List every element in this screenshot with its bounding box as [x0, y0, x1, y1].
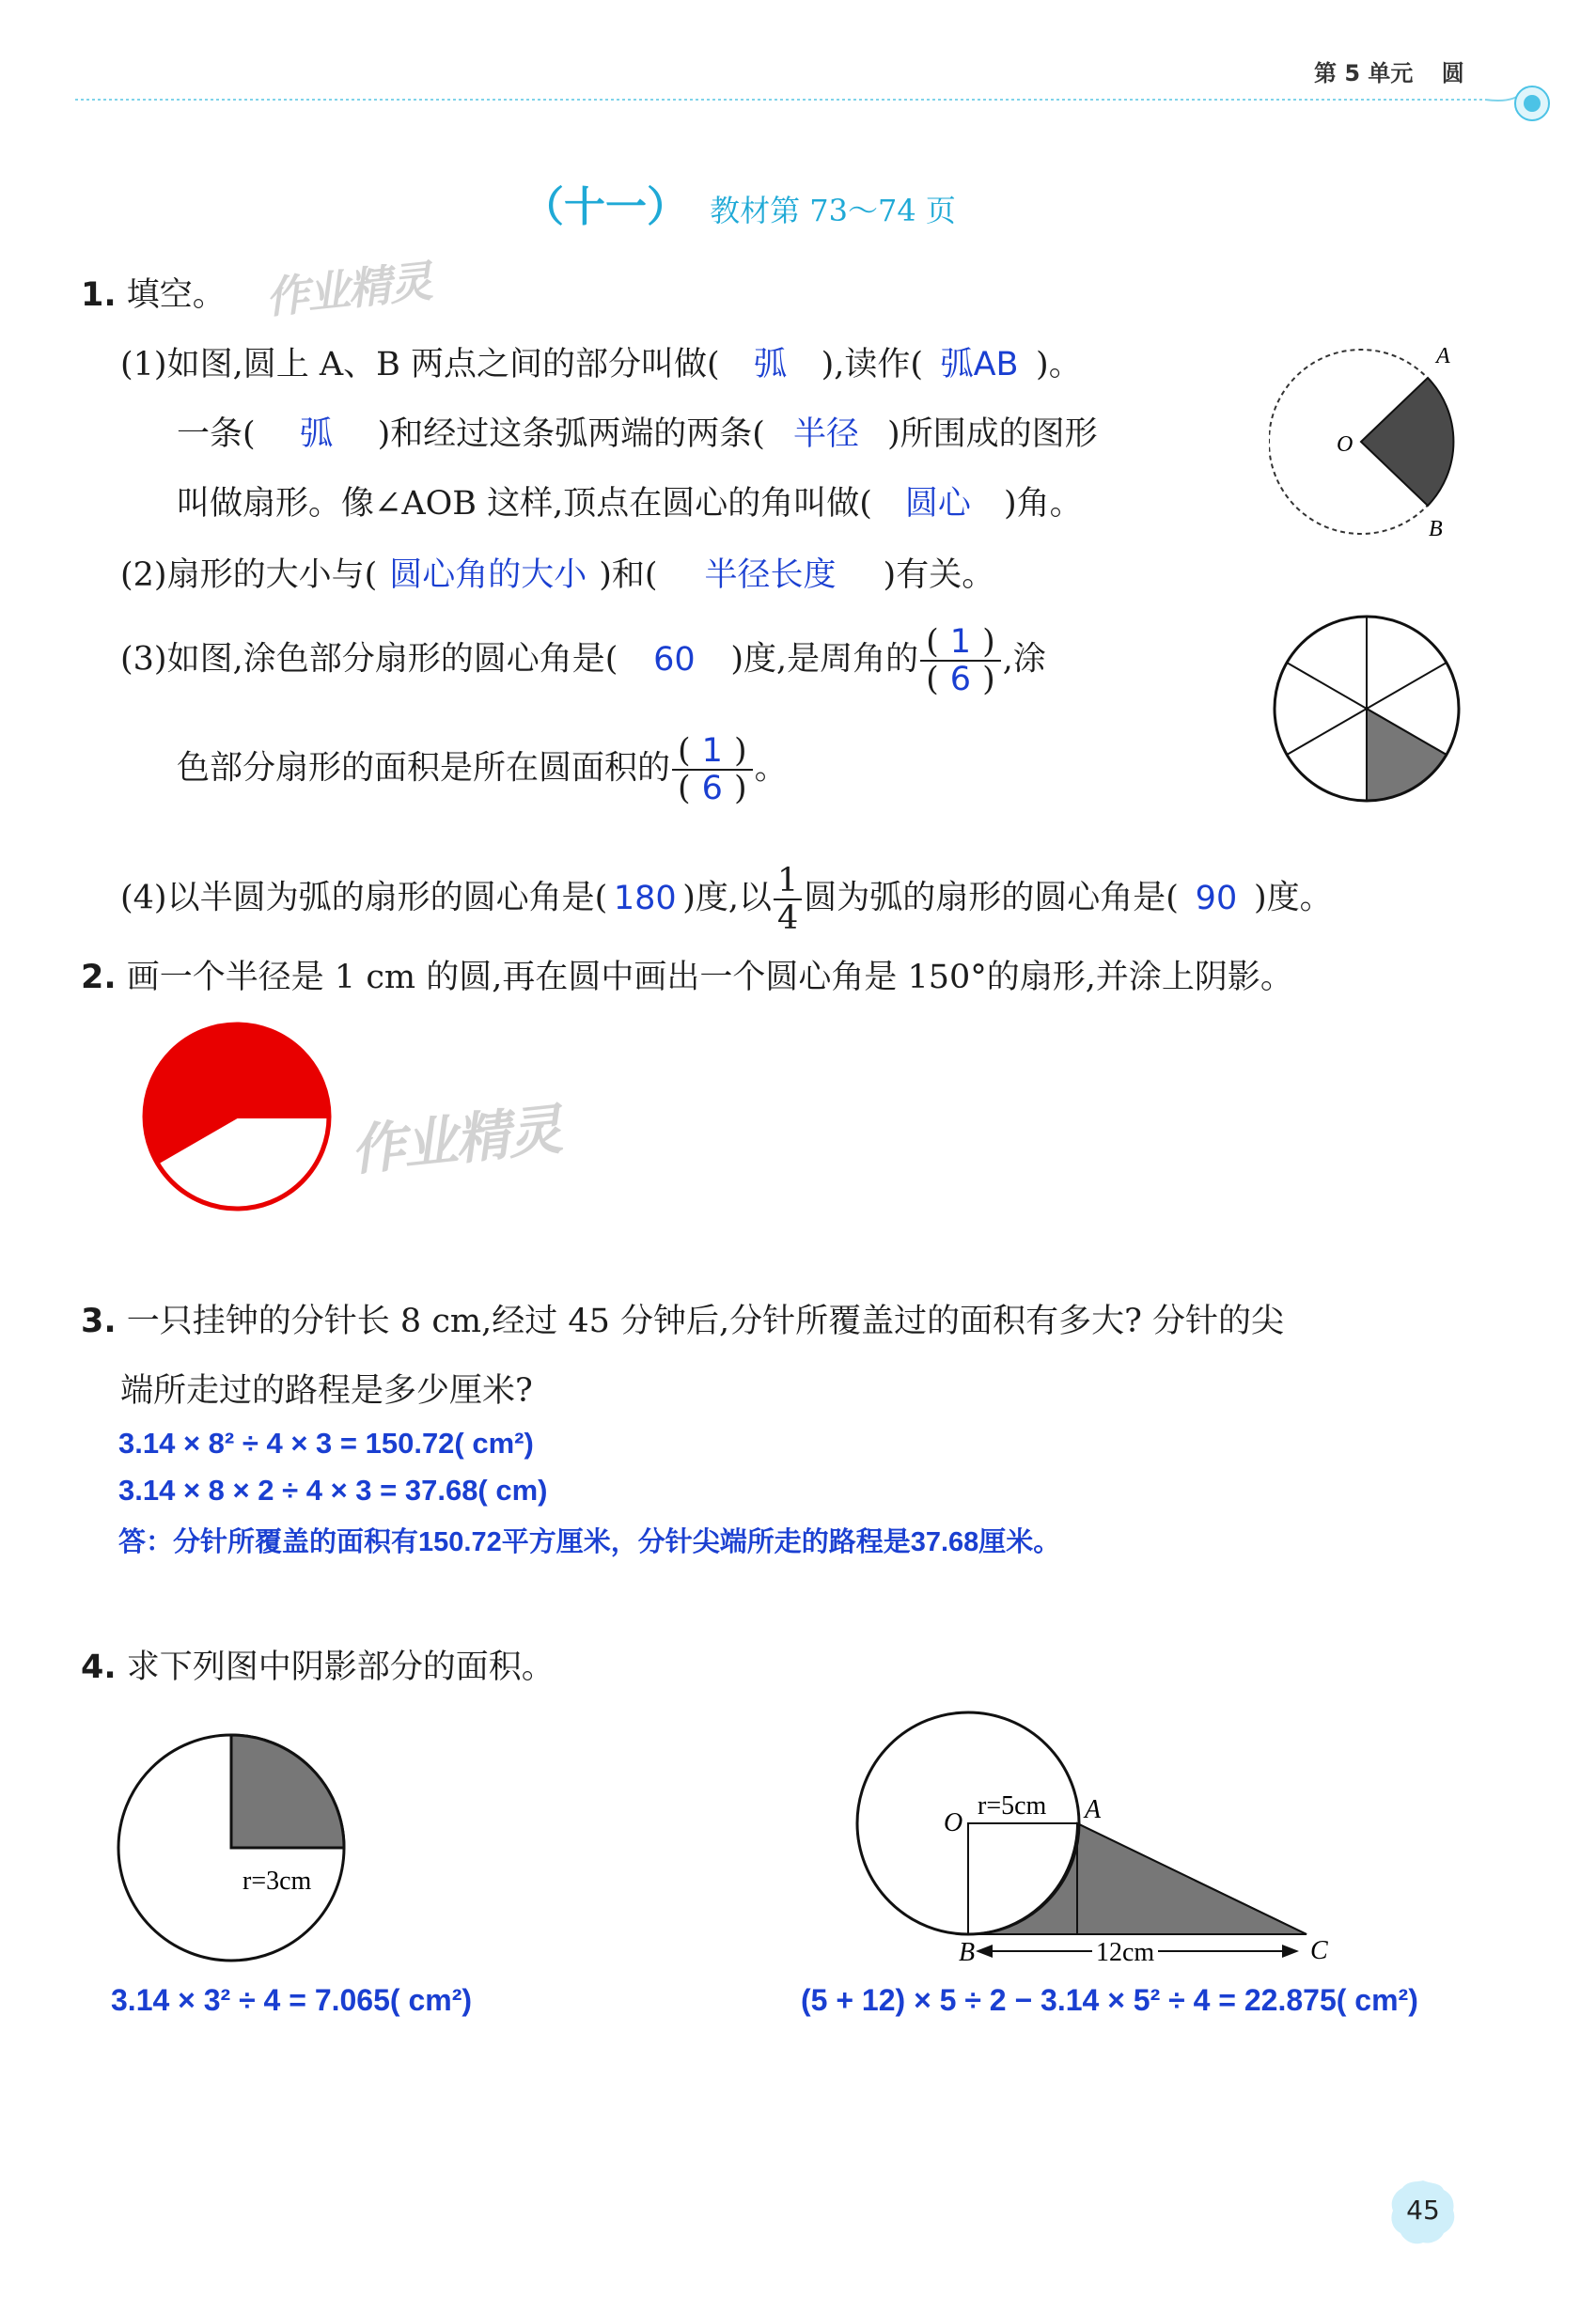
watermark-2: 作业精灵 [347, 1097, 564, 1183]
q1-p3-line1 [120, 624, 1046, 697]
radius-label: r=3cm [243, 1867, 312, 1896]
point-a-label: A [1436, 344, 1450, 368]
answer-blank: 弧 [300, 415, 334, 453]
q3-line1 [81, 1301, 1284, 1342]
q1-p1-text: (1)如图,圆上 A、B 两点之间的部分叫做( [120, 346, 720, 383]
q1-p1-text: )。 [1036, 346, 1082, 383]
q1-p4-text: (4)以半圆为弧的扇形的圆心角是( [120, 879, 608, 917]
q1-heading [81, 274, 226, 316]
q1-p1-text: ),读作( [821, 346, 924, 383]
q3-text: 一只挂钟的分针长 8 cm,经过 45 分钟后,分针所覆盖过的面积有多大? 分针的尖 [126, 1303, 1285, 1340]
q1-p2-text: )和( [599, 556, 658, 594]
q1-p1-text: )角。 [1003, 485, 1083, 523]
topic-label: 圆 [1441, 60, 1464, 86]
point-b-label: B [1429, 517, 1443, 541]
q1-p4 [120, 863, 1333, 936]
shaded-region [968, 1823, 1307, 1934]
q4-answer-2: (5 + 12) × 5 ÷ 2 − 3.14 × 5² ÷ 4 = 22.875( cm²) [801, 1983, 1418, 2017]
q1-p2 [120, 555, 994, 596]
radius-label: r=5cm [978, 1791, 1047, 1821]
length-label: 12cm [1096, 1938, 1155, 1967]
q1-p3-text: )度,是周角的 [730, 640, 919, 679]
q3-answer-sentence: 答：分针所覆盖的面积有150.72平方厘米，分针尖端所走的路程是37.68厘米。 [118, 1527, 1061, 1557]
q1-p1-text: )所围成的图形 [886, 415, 1098, 453]
header-divider [75, 83, 1579, 139]
q3-answer-length: 3.14 × 8 × 2 ÷ 4 × 3 = 37.68( cm) [118, 1474, 548, 1507]
q4-text: 求下列图中阴影部分的面积。 [126, 1649, 555, 1686]
answer-blank: 圆心角的大小 [389, 556, 587, 594]
answer-blank: 弧 [754, 346, 788, 383]
q1-p1-text: 一条( [177, 415, 256, 453]
q1-p4-text: 圆为弧的扇形的圆心角是( [804, 879, 1179, 917]
fraction-denominator: 4 [777, 899, 799, 937]
q3-line2: 端所走过的路程是多少厘米? [120, 1372, 533, 1410]
q1-p1-text: 叫做扇形。像∠AOB 这样,顶点在圆心的角叫做( [177, 485, 872, 523]
page-number: 45 [1406, 2195, 1440, 2226]
red-shaded-sector [145, 1024, 329, 1163]
fraction-one-sixth: $\frac{( 1 )}{( 6 )}$ [672, 733, 753, 806]
q3-answer-area: 3.14 × 8² ÷ 4 × 3 = 150.72( cm²) [118, 1427, 534, 1460]
q4-question [81, 1647, 555, 1688]
q4-answer-1: 3.14 × 3² ÷ 4 = 7.065( cm²) [111, 1983, 472, 2017]
fraction-denominator: 6 [949, 661, 972, 698]
fraction-denominator: 6 [701, 770, 723, 807]
point-o-label: O [944, 1808, 963, 1837]
q1-p3-text: (3)如图,涂色部分扇形的圆心角是( [120, 640, 618, 679]
answer-blank: 90 [1195, 879, 1238, 917]
fraction-numerator: 1 [774, 863, 802, 900]
q1-p2-text: )有关。 [883, 556, 995, 594]
red-sector-drawing [132, 1011, 357, 1227]
answer-blank: 圆心 [904, 485, 971, 523]
answer-blank: 弧AB [940, 346, 1019, 383]
point-a-label: A [1085, 1795, 1102, 1824]
sector-aob-figure [1269, 338, 1485, 555]
q1-p4-text: )度。 [1253, 879, 1333, 917]
section-number: （十一） [523, 183, 688, 231]
shaded-sector [1367, 709, 1447, 801]
q2-number: 2. [81, 959, 117, 996]
q1-p3-text: 。 [754, 749, 788, 788]
point-o-label: O [1337, 432, 1353, 457]
circle-triangle-figure [846, 1709, 1353, 1972]
six-part-circle-figure [1271, 611, 1468, 808]
fraction-numerator: 1 [701, 732, 723, 770]
fraction-numerator: 1 [949, 623, 972, 661]
answer-blank: 半径长度 [704, 556, 837, 594]
shaded-sector [1361, 378, 1453, 506]
q1-p3-text: ,涂 [1002, 640, 1046, 679]
q2-question [81, 957, 1293, 998]
q2-text: 画一个半径是 1 cm 的圆,再在圆中画出一个圆心角是 150°的扇形,并涂上阴影。 [126, 959, 1293, 996]
arrow-left-icon [976, 1945, 993, 1958]
q1-p4-text: )度,以 [682, 879, 773, 917]
unit-label: 第 5 单元 [1314, 60, 1414, 86]
watermark-1: 作业精灵 [262, 255, 433, 324]
section-title [523, 173, 956, 233]
q1-p1-line1 [120, 344, 1082, 385]
q4-number: 4. [81, 1649, 117, 1686]
q1-p3-text: 色部分扇形的面积是所在圆面积的 [177, 749, 671, 788]
q1-number: 1. [81, 276, 117, 314]
answer-blank: 180 [613, 879, 677, 917]
answer-blank: 半径 [792, 415, 859, 453]
point-c-label: C [1310, 1936, 1328, 1965]
q1-p1-line2 [177, 414, 1098, 455]
fraction-one-sixth: $\frac{( 1 )}{( 6 )}$ [920, 624, 1001, 697]
point-b-label: B [959, 1938, 976, 1967]
arrow-right-icon [1282, 1945, 1299, 1958]
quarter-circle-figure [113, 1729, 357, 1974]
q3-number: 3. [81, 1303, 117, 1340]
q1-p3-line2 [177, 733, 788, 806]
section-subtitle: 教材第 73～74 页 [710, 193, 956, 228]
q1-p1-line3 [177, 483, 1083, 524]
q1-p1-text: )和经过这条弧两端的两条( [377, 415, 765, 453]
q1-label: 填空。 [126, 276, 226, 314]
shaded-quarter [231, 1735, 344, 1848]
q1-p2-text: (2)扇形的大小与( [120, 556, 378, 594]
answer-blank: 60 [653, 640, 696, 679]
fraction-one-quarter [774, 863, 802, 936]
